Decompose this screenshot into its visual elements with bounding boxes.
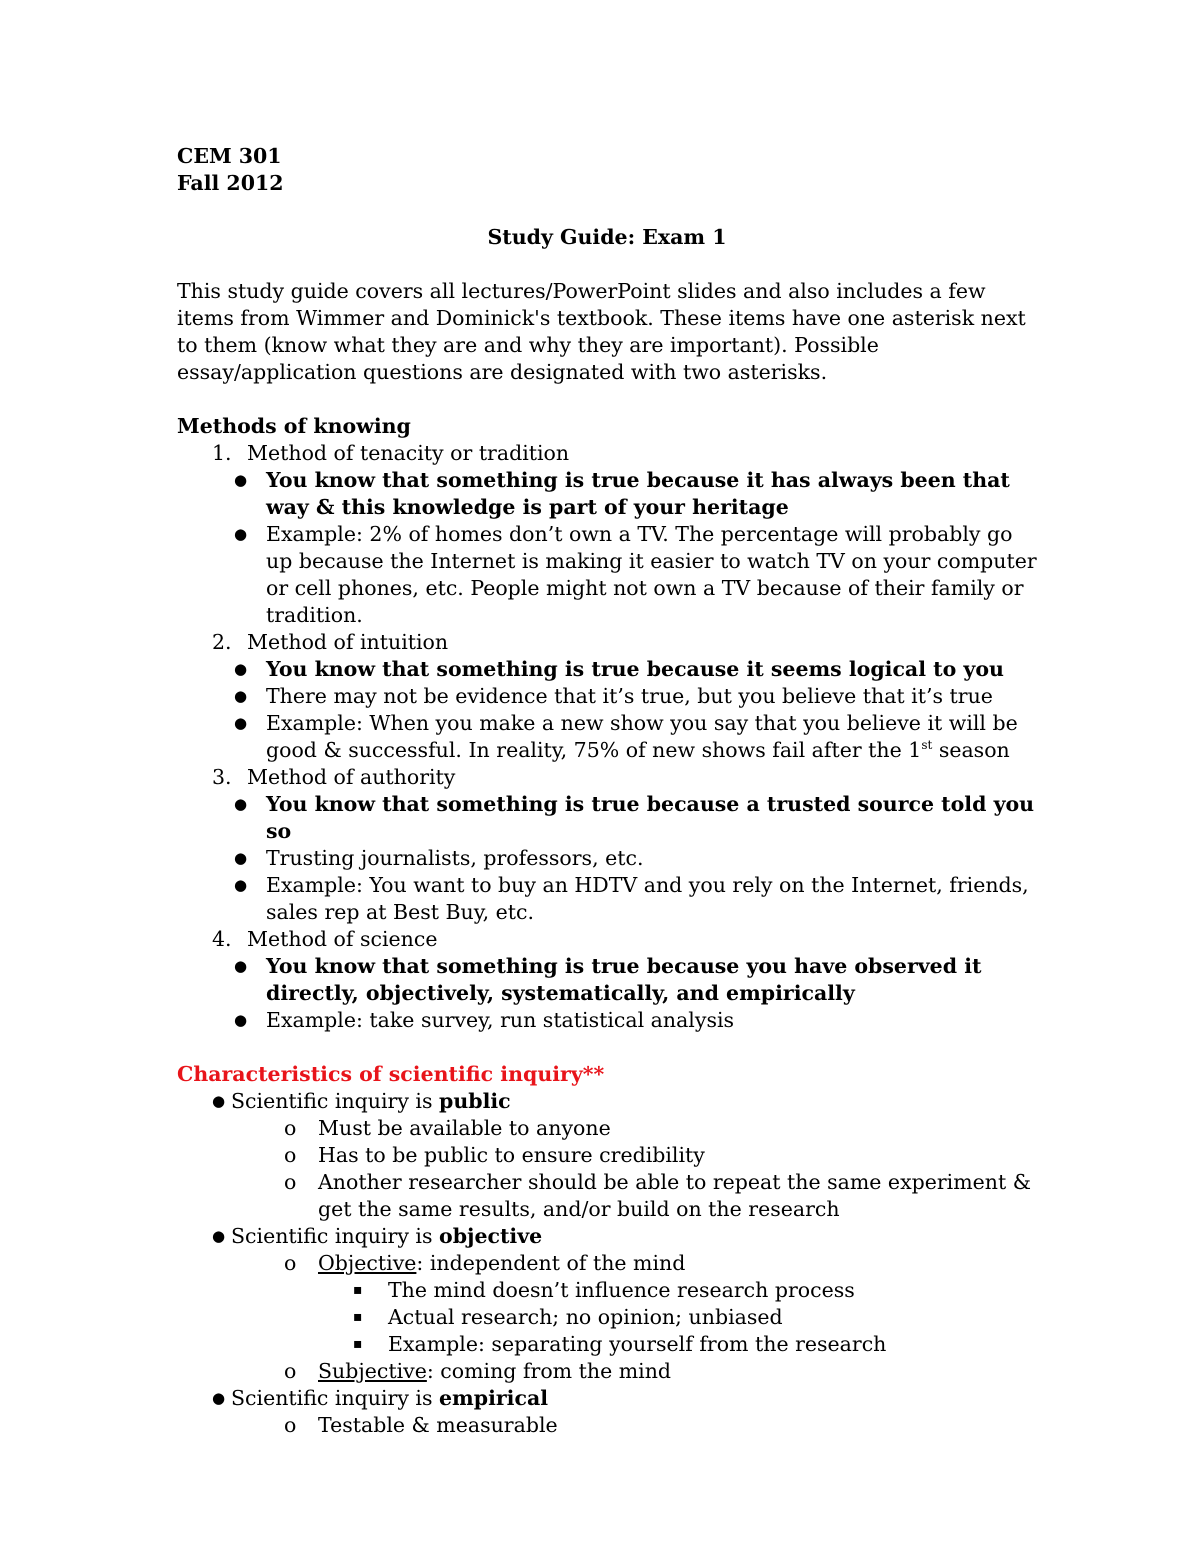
list-item: ▪ Actual research; no opinion; unbiased (353, 1305, 783, 1329)
list-item: ● You know that something is true because you have observed it directly, objectively, systematically, and empirically (234, 954, 982, 1005)
bullet-circle-icon: o (284, 1413, 297, 1437)
method-number: 2. (212, 630, 232, 654)
list-item: ● You know that something is true because it has always been that way & this knowledge is part of your heritage (234, 468, 1010, 519)
method-title: Method of authority (247, 765, 456, 789)
bullet-square-icon: ▪ (353, 1282, 363, 1298)
list-item: o Has to be public to ensure credibility (284, 1143, 705, 1167)
list-item: o Objective: independent of the mind (284, 1251, 686, 1275)
term: Fall 2012 (177, 171, 284, 195)
method-title: Method of tenacity or tradition (247, 441, 570, 465)
method-number: 1. (212, 441, 232, 465)
list-item: ● You know that something is true because it seems logical to you (234, 657, 1004, 681)
method-item (177, 629, 1037, 656)
list-item: o Subjective: coming from the mind (284, 1359, 672, 1383)
list-item: o Must be available to anyone (284, 1116, 611, 1140)
bullet-dot-icon: ● (234, 957, 248, 975)
list-item: o Testable & measurable (284, 1413, 558, 1437)
bullet-circle-icon: o (284, 1143, 297, 1167)
bullet-dot-icon: ● (234, 525, 248, 543)
method-title: Method of science (247, 927, 438, 951)
bullet-square-icon: ▪ (353, 1336, 363, 1352)
document-body (177, 143, 1037, 1439)
bullet-square-icon: ▪ (353, 1309, 363, 1325)
method-number: 4. (212, 927, 232, 951)
bullet-dot-icon: ● (234, 714, 248, 732)
bullet-dot-icon: ● (234, 471, 248, 489)
list-item: ● Trusting journalists, professors, etc. (234, 846, 644, 870)
list-item: ● Scientific inquiry is objective (212, 1224, 543, 1248)
list-item: ● Scientific inquiry is public (212, 1089, 511, 1113)
list-item: ● Example: You want to buy an HDTV and you rely on the Internet, friends, sales rep at Best Buy, etc. (234, 873, 1029, 924)
bullet-dot-icon: ● (234, 660, 248, 678)
bullet-dot-icon: ● (234, 687, 248, 705)
method-number: 3. (212, 765, 232, 789)
method-item (177, 764, 1037, 791)
bullet-dot-icon: ● (212, 1227, 226, 1245)
bullet-dot-icon: ● (212, 1389, 226, 1407)
bullet-dot-icon: ● (212, 1092, 226, 1110)
page-title: Study Guide: Exam 1 (487, 225, 727, 249)
bullet-circle-icon: o (284, 1251, 297, 1275)
list-item: o Another researcher should be able to repeat the same experiment & get the same results, and/or build on the research (284, 1170, 1032, 1221)
list-item: ● There may not be evidence that it’s true, but you believe that it’s true (234, 684, 993, 708)
bullet-dot-icon: ● (234, 795, 248, 813)
bullet-dot-icon: ● (234, 876, 248, 894)
list-item: ● Example: take survey, run statistical analysis (234, 1008, 735, 1032)
list-item: ▪ Example: separating yourself from the research (353, 1332, 887, 1356)
intro-paragraph: This study guide covers all lectures/PowerPoint slides and also includes a few items from Wimmer and Dominick's textbook. These items have one asterisk next to them (know what they are and why they are important). Possible essay/application questions are designated with two asterisks. (177, 279, 1026, 384)
method-title: Method of intuition (247, 630, 449, 654)
bullet-circle-icon: o (284, 1359, 297, 1383)
bullet-circle-icon: o (284, 1170, 297, 1194)
bullet-dot-icon: ● (234, 849, 248, 867)
bullet-dot-icon: ● (234, 1011, 248, 1029)
bullet-circle-icon: o (284, 1116, 297, 1140)
characteristics-list (177, 1088, 1037, 1439)
characteristics-heading: Characteristics of scientific inquiry** (177, 1062, 605, 1086)
method-item (177, 926, 1037, 953)
method-item (177, 440, 1037, 467)
course-code: CEM 301 (177, 144, 282, 168)
list-item: ● Scientific inquiry is empirical (212, 1386, 549, 1410)
methods-list (177, 440, 1037, 1034)
list-item: ▪ The mind doesn’t influence research process (353, 1278, 855, 1302)
list-item: ● Example: When you make a new show you say that you believe it will be good & successful. In reality, 75% of new shows fail after the 1st season (234, 711, 1018, 762)
list-item: ● You know that something is true because a trusted source told you so (234, 792, 1035, 843)
methods-heading: Methods of knowing (177, 414, 411, 438)
list-item: ● Example: 2% of homes don’t own a TV. The percentage will probably go up because the Internet is making it easier to watch TV on your computer or cell phones, etc. People might not own a TV because of their family or tradition. (234, 522, 1037, 627)
